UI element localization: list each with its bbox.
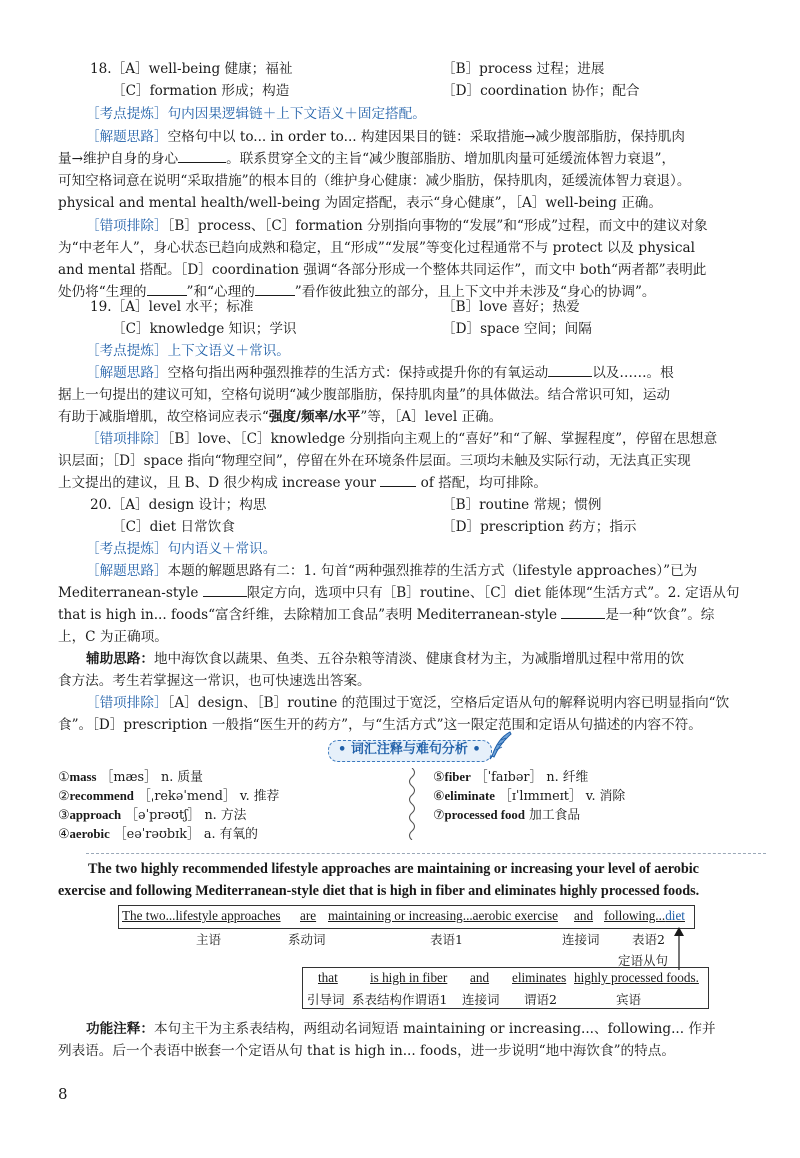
vocab-section-heading: • 词汇注释与难句分析 •	[328, 738, 508, 762]
label-predicative-1: 表语1	[430, 932, 463, 947]
vocab-item	[58, 825, 258, 844]
vocab-word: processed food	[444, 808, 525, 822]
q19-cuoxiang-line3: 上文提出的建议，且 B、D 很少构成 increase your of 搭配，均可排除。	[58, 472, 547, 494]
vocab-definition: n. 质量	[160, 770, 203, 785]
diagram-predicative-2: following...diet	[604, 908, 685, 923]
vocab-item	[433, 806, 580, 825]
vocab-number: ①	[58, 770, 70, 785]
q19-kaodian: ［考点提炼］上下文语义＋常识。	[86, 343, 290, 359]
q20-fuzhu-line1: 辅助思路：地中海饮食以蔬果、鱼类、五谷杂粮等清淡、健康食材为主，为减脂增肌过程中常用的饮	[86, 651, 685, 667]
q20-jieti-line4: 上，C 为正确项。	[58, 629, 168, 645]
q20-cuoxiang-line2: 食”。［D］prescription 一般指“医生开的药方”，与“生活方式”这一限定范围和定语从句描述的内容不符。	[58, 717, 702, 733]
q20-cuoxiang-line1: ［错项排除］［A］design、［B］routine 的范围过于宽泛，空格后定语从句的解释说明内容已明显指向“饮	[86, 695, 730, 711]
q18-jieti-line3: 可知空格词意在说明“采取措施”的根本目的（维护身心健康：减少脂肪，保持肌肉，延缓流体智力衰退）。	[58, 173, 691, 189]
label-predicative-2: 表语2	[632, 932, 665, 947]
label-linking-verb: 系动词	[288, 932, 326, 947]
vocab-definition: 加工食品	[529, 808, 581, 823]
diagram-object: highly processed foods.	[574, 970, 699, 985]
fuzhu-tag: 辅助思路：	[86, 651, 154, 667]
answer-blank	[548, 362, 592, 377]
vocab-definition: n. 方法	[204, 808, 247, 823]
jieti-tag: ［解题思路］	[86, 129, 168, 145]
vocab-number: ⑥	[433, 789, 445, 804]
diagram-predicate-1: is high in fiber	[370, 970, 448, 985]
q18-kaodian	[86, 103, 426, 125]
q18-cuoxiang-line4: 处仍将“生理的 ”和“心理的 ”看作彼此独立的部分，且上下文中并未涉及“身心的协调”。	[58, 281, 656, 303]
vocab-item	[58, 768, 203, 787]
vocab-definition: v. 推荐	[239, 789, 280, 804]
answer-blank	[178, 148, 226, 163]
vocab-pronunciation: ［əˈprəʊtʃ］	[121, 808, 205, 823]
q18-cuoxiang-line1: ［错项排除］［B］process、［C］formation 分别指向事物的“发展”和“形成”过程，而文中的建议对象	[86, 218, 708, 234]
q18-option-a: 18.［A］well-being 健康；福祉	[90, 61, 293, 77]
q20-fuzhu-line2: 食方法。考生若掌握这一常识，也可快速选出答案。	[58, 673, 371, 689]
q19-option-b: ［B］love 喜好；热爱	[442, 299, 580, 315]
q18-jieti-line4: physical and mental health/well-being 为固定搭配，表示“身心健康”，［A］well-being 正确。	[58, 195, 662, 211]
vocab-item	[433, 787, 625, 806]
kaodian-tag: ［考点提炼］	[86, 106, 168, 122]
cuoxiang-tag: ［错项排除］	[86, 218, 168, 234]
function-note-tag: 功能注释：	[86, 1021, 154, 1037]
quill-pen-icon	[488, 730, 514, 760]
vocab-number: ④	[58, 827, 70, 842]
kaodian-text: 句内因果逻辑链＋上下文语义＋固定搭配。	[167, 106, 426, 122]
page-number: 8	[58, 1085, 68, 1103]
q18-option-d: ［D］coordination 协作；配合	[442, 83, 640, 99]
answer-blank	[255, 281, 295, 296]
vocab-number: ⑤	[433, 770, 445, 785]
label-relative-pronoun: 引导词	[307, 992, 345, 1007]
diagram-clause-conjunction: and	[470, 970, 490, 985]
diagram-subject: The two...lifestyle approaches	[122, 908, 281, 923]
q19-jieti-line3: 有助于减脂增肌，故空格词应表示“强度/频率/水平”等，［A］level 正确。	[58, 409, 503, 425]
answer-blank	[380, 472, 416, 487]
q20-jieti-line2: Mediterranean-style 限定方向，选项中只有［B］routine、［C］diet 能体现“生活方式”。2. 定语从句	[58, 582, 739, 604]
wavy-divider	[405, 768, 419, 840]
label-object: 宾语	[616, 992, 642, 1007]
vocab-pronunciation: ［ɪˈlɪmɪneɪt］	[494, 789, 586, 804]
diagram-conjunction: and	[574, 908, 594, 923]
vocab-number: ③	[58, 808, 70, 823]
q20-option-a: 20.［A］design 设计；构思	[90, 497, 267, 513]
diagram-predicate-2: eliminates	[512, 970, 567, 985]
label-predicate-2: 谓语2	[524, 992, 557, 1007]
diagram-relative-pronoun: that	[318, 970, 338, 985]
sentence-line2: exercise and following Mediterranean-style diet that is high in fiber and eliminates highly processed foods.	[58, 883, 700, 899]
vocab-number: ②	[58, 789, 70, 804]
vocab-number: ⑦	[433, 808, 445, 823]
function-note-line2: 列表语。后一个表语中嵌套一个定语从句 that is high in... foods，进一步说明“地中海饮食”的特点。	[58, 1043, 675, 1059]
vocab-item	[433, 768, 588, 787]
q20-option-c: ［C］diet 日常饮食	[112, 519, 235, 535]
label-clause-conjunction: 连接词	[462, 992, 500, 1007]
answer-blank	[203, 582, 247, 597]
q19-option-a: 19.［A］level 水平；标准	[90, 299, 254, 315]
label-attributive-clause: 定语从句	[618, 953, 669, 968]
q18-option-b: ［B］process 过程；进展	[442, 61, 605, 77]
vocab-item	[58, 787, 279, 806]
q19-option-c: ［C］knowledge 知识；学识	[112, 321, 297, 337]
vocab-word: fiber	[444, 770, 471, 784]
vocab-definition: a. 有氧的	[203, 827, 258, 842]
q19-option-d: ［D］space 空间；间隔	[442, 321, 592, 337]
q18-option-c: ［C］formation 形成；构造	[112, 83, 290, 99]
q18-cuoxiang-line2: 为“中老年人”，身心状态已趋向成熟和稳定，且“形成”“发展”等变化过程通常不与 protect 以及 physical	[58, 240, 695, 256]
label-subject: 主语	[196, 932, 222, 947]
q19-jieti-line2: 据上一句提出的建议可知，空格句说明“减少腹部脂肪，保持肌肉量”的具体做法。结合常识可知，运动	[58, 387, 671, 403]
vocab-word: approach	[69, 808, 122, 822]
q20-option-d: ［D］prescription 药方；指示	[442, 519, 637, 535]
q20-jieti-line3: that is high in... foods“富含纤维，去除精加工食品”表明 Mediterranean-style 是一种“饮食”。综	[58, 604, 714, 626]
q20-kaodian: ［考点提炼］句内语义＋常识。	[86, 541, 277, 557]
function-note-line1: 功能注释：本句主干为主系表结构，两组动名词短语 maintaining or increasing...、following... 作并	[86, 1021, 716, 1037]
diagram-linking-verb: are	[300, 908, 317, 923]
q20-jieti-line1: ［解题思路］本题的解题思路有二：1. 句首“两种强烈推荐的生活方式（lifestyle approaches）”已为	[86, 563, 698, 579]
vocab-pronunciation: ［ˈfaɪbər］	[470, 770, 547, 785]
label-predicate-1: 系表结构作谓语1	[352, 992, 448, 1007]
vocab-pronunciation: ［eəˈrəʊbɪk］	[109, 827, 204, 842]
vocab-word: eliminate	[444, 789, 495, 803]
answer-blank	[561, 604, 605, 619]
q19-cuoxiang-line1: ［错项排除］［B］love、［C］knowledge 分别指向主观上的“喜好”和“了解、掌握程度”，停留在思想意	[86, 431, 718, 447]
sentence-line1: The two highly recommended lifestyle approaches are maintaining or increasing your level of aerobic	[88, 861, 699, 877]
vocab-pronunciation: ［mæs］	[96, 770, 161, 785]
vocab-pronunciation: ［ˌrekəˈmend］	[133, 789, 240, 804]
arrow-up-icon	[672, 926, 686, 970]
section-divider	[86, 853, 766, 854]
vocab-word: aerobic	[69, 827, 110, 841]
vocab-definition: n. 纤维	[546, 770, 589, 785]
vocab-word: mass	[69, 770, 97, 784]
label-conjunction: 连接词	[562, 932, 600, 947]
answer-blank	[147, 281, 187, 296]
q18-cuoxiang-line3: and mental 搭配。［D］coordination 强调“各部分形成一个整体共同运作”，而文中 both“两者都”表明此	[58, 262, 707, 278]
vocab-item	[58, 806, 246, 825]
q18-jieti-line1: ［解题思路］空格句中以 to... in order to... 构建因果目的链：采取措施→减少腹部脂肪，保持肌肉	[86, 129, 685, 145]
diagram-diet: diet	[665, 908, 685, 923]
q20-option-b: ［B］routine 常规；惯例	[442, 497, 602, 513]
q18-jieti-line2: 量→维护自身的身心 。联系贯穿全文的主旨“减少腹部脂肪、增加肌肉量可延缓流体智力衰退”，	[58, 148, 675, 170]
vocab-definition: v. 消除	[585, 789, 626, 804]
q19-jieti-line1: ［解题思路］空格句指出两种强烈推荐的生活方式：保持或提升你的有氧运动 以及……。根	[86, 362, 674, 384]
diagram-predicative-1: maintaining or increasing...aerobic exercise	[328, 908, 558, 923]
q19-cuoxiang-line2: 识层面；［D］space 指向“物理空间”，停留在外在环境条件层面。三项均未触及实际行动，无法真正实现	[58, 453, 691, 469]
vocab-word: recommend	[69, 789, 134, 803]
